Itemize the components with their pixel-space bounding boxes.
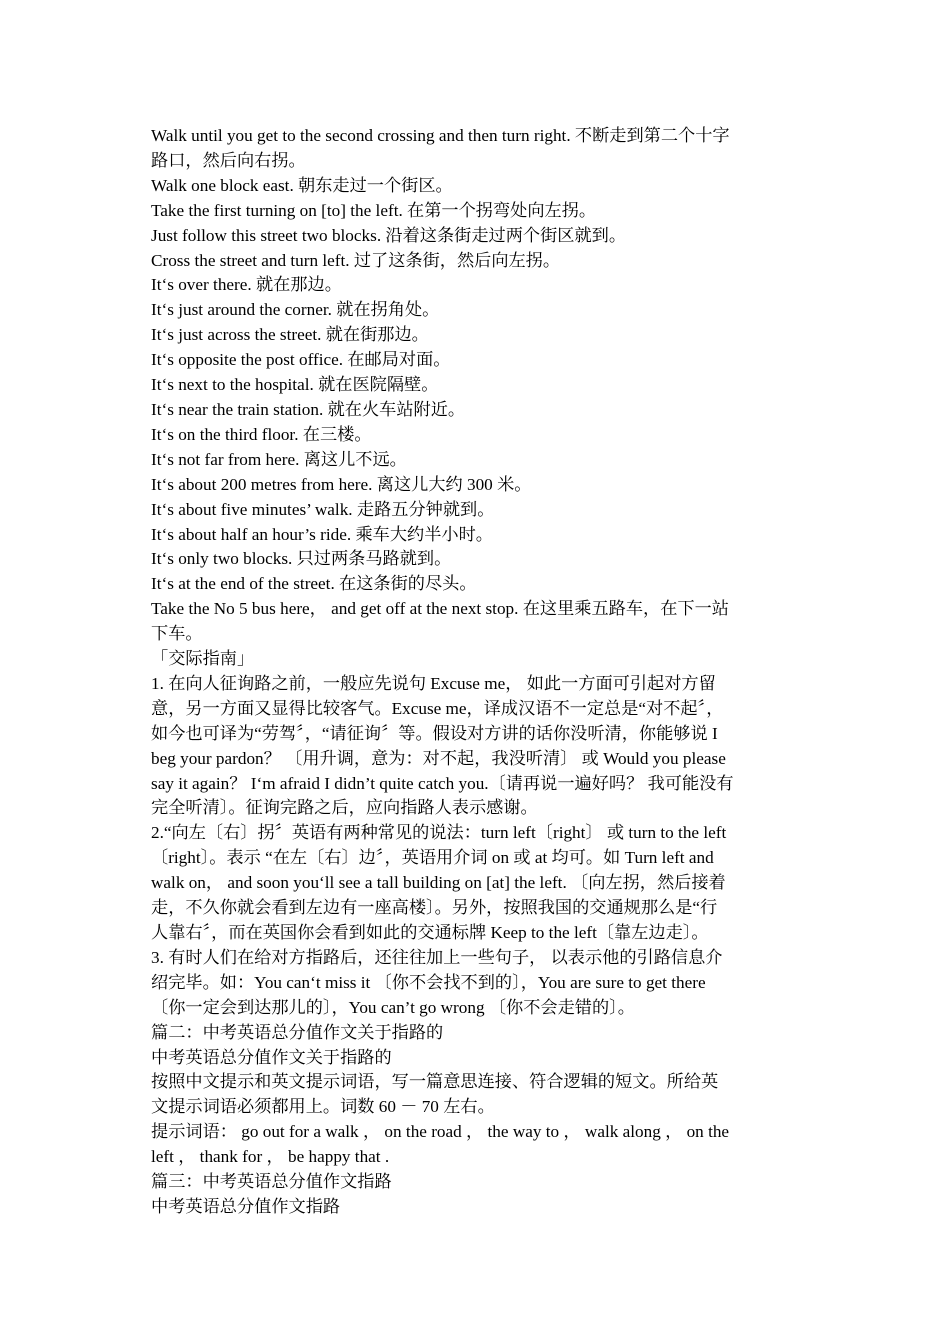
text-line: It‘s not far from here. 离这儿不远。 [151, 449, 407, 469]
text-line: 如今也可译为“劳驾〞，“请征询〞等。假设对方讲的话你没听清，你能够说 I [151, 723, 718, 743]
text-line: 按照中文提示和英文提示词语，写一篇意思连接、符合逻辑的短文。所给英 [151, 1072, 719, 1092]
text-line: It‘s opposite the post office. 在邮局对面。 [151, 350, 451, 370]
text-line: 下车。 [151, 624, 203, 644]
text-line: Just follow this street two blocks. 沿着这条街走过两个街区就到。 [151, 225, 627, 245]
text-line: 提示词语： go out for a walk ， on the road ， the way to ， walk along ， on the [151, 1122, 730, 1142]
section-heading: 篇二：中考英语总分值作文关于指路的 [151, 1022, 444, 1042]
text-line: Take the No 5 bus here， and get off at the next stop. 在这里乘五路车，在下一站 [151, 599, 729, 619]
text-line: 人靠右〞，而在英国你会看到如此的交通标牌 Keep to the left〔靠左边走〕。 [151, 923, 709, 942]
text-line: 路口，然后向右拐。 [151, 150, 306, 170]
section-heading: 「交际指南」 [151, 649, 255, 669]
text-line: It‘s just across the street. 就在街那边。 [151, 325, 429, 345]
text-line: It‘s at the end of the street. 在这条街的尽头。 [151, 574, 477, 594]
section-heading: 中考英语总分值作文指路 [151, 1196, 341, 1216]
text-line: 3. 有时人们在给对方指路后，还往往加上一些句子， 以表示他的引路信息介 [151, 947, 723, 967]
text-line: say it again？ I‘m afraid I didn’t quite catch you.〔请再说一遍好吗？ 我可能没有 [151, 773, 734, 793]
text-line: 〔right〕。表示 “在左〔右〕边〞，英语用介词 on 或 at 均可。如 Turn left and [151, 848, 714, 868]
text-line: walk on， and soon you‘ll see a tall building on [at] the left. 〔向左拐，然后接着 [151, 873, 726, 893]
text-line: Walk one block east. 朝东走过一个街区。 [151, 175, 453, 195]
section-heading: 中考英语总分值作文关于指路的 [151, 1047, 392, 1067]
text-line: left ， thank for ， be happy that . [151, 1147, 390, 1167]
text-line: 走，不久你就会看到左边有一座高楼〕。另外，按照我国的交通规那么是“行 [151, 898, 718, 918]
text-line: It‘s near the train station. 就在火车站附近。 [151, 399, 466, 419]
text-line: Cross the street and turn left. 过了这条街，然后向左拐。 [151, 250, 561, 270]
text-line: 2.“向左〔右〕拐〞英语有两种常见的说法：turn left〔right〕 或 turn to the left [151, 823, 727, 843]
text-line: beg your pardon？ 〔用升调，意为：对不起，我没听清〕 或 Would you please [151, 748, 726, 768]
text-line: It‘s about 200 metres from here. 离这儿大约 300 米。 [151, 474, 532, 494]
text-line: It‘s next to the hospital. 就在医院隔壁。 [151, 375, 439, 395]
text-line: It‘s on the third floor. 在三楼。 [151, 424, 372, 444]
text-line: 绍完毕。如：You can‘t miss it 〔你不会找不到的〕，You are sure to get there [151, 972, 706, 992]
text-line: 意，另一方面又显得比较客气。Excuse me，译成汉语不一定总是“对不起〞， [151, 698, 724, 718]
text-line: It‘s just around the corner. 就在拐角处。 [151, 300, 440, 320]
section-heading: 篇三：中考英语总分值作文指路 [151, 1172, 392, 1192]
text-line: It‘s about five minutes’ walk. 走路五分钟就到。 [151, 499, 495, 519]
text-line: It‘s over there. 就在那边。 [151, 275, 342, 295]
text-line: 〔你一定会到达那儿的〕，You can’t go wrong 〔你不会走错的〕。 [151, 997, 635, 1017]
text-line: Walk until you get to the second crossing and then turn right. 不断走到第二个十字 [151, 126, 730, 145]
text-line: 完全听清〕。征询完路之后，应向指路人表示感谢。 [151, 798, 538, 818]
text-line: Take the first turning on [to] the left. 在第一个拐弯处向左拐。 [151, 200, 597, 220]
text-line: 文提示词语必须都用上。词数 60 － 70 左右。 [151, 1097, 495, 1117]
text-line: 1. 在向人征询路之前，一般应先说句 Excuse me， 如此一方面可引起对方留 [151, 673, 716, 693]
text-line: It‘s about half an hour’s ride. 乘车大约半小时。 [151, 524, 493, 544]
document-body [151, 124, 801, 1220]
text-line: It‘s only two blocks. 只过两条马路就到。 [151, 549, 452, 569]
